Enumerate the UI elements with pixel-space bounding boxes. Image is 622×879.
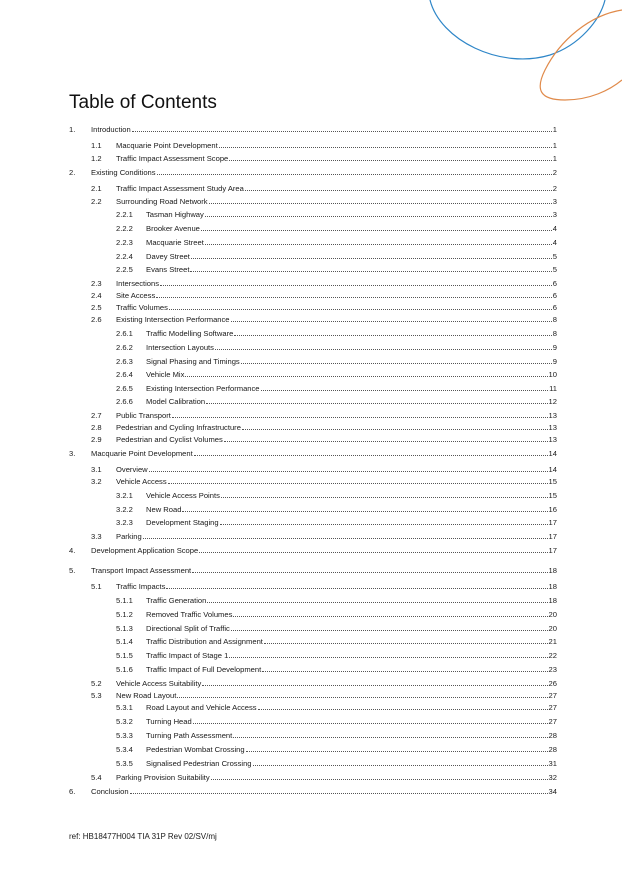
toc-dot-leader [261, 390, 549, 391]
toc-entry-title: New Road [146, 505, 182, 514]
toc-entry-number: 2.6.1 [116, 329, 133, 338]
toc-entry-number: 5.3.4 [116, 745, 133, 754]
toc-entry[interactable] [116, 370, 557, 380]
toc-entry-page: 6 [552, 279, 557, 288]
toc-dot-leader [258, 709, 548, 710]
toc-entry-title: Turning Path Assessment [146, 731, 233, 740]
toc-entry-title: Existing Intersection Performance [116, 315, 230, 324]
toc-entry-page: 9 [552, 343, 557, 352]
toc-entry-number: 2.2.1 [116, 210, 133, 219]
toc-entry-number: 2.2.5 [116, 265, 133, 274]
toc-entry[interactable] [91, 303, 557, 313]
toc-dot-leader [207, 602, 547, 603]
toc-entry-title: Macquarie Point Development [116, 141, 218, 150]
toc-dot-leader [220, 524, 548, 525]
toc-entry-number: 2.6.6 [116, 397, 133, 406]
toc-entry[interactable] [91, 279, 557, 289]
toc-dot-leader [182, 511, 547, 512]
toc-entry[interactable] [69, 449, 557, 459]
toc-entry-number: 3.2 [91, 477, 102, 486]
toc-entry-page: 15 [548, 491, 557, 500]
toc-entry-page: 20 [548, 610, 557, 619]
toc-dot-leader [221, 497, 548, 498]
toc-entry-number: 5.2 [91, 679, 102, 688]
toc-entry[interactable] [116, 745, 557, 755]
toc-dot-leader [132, 131, 552, 132]
toc-entry-page: 1 [552, 154, 557, 163]
toc-entry-page: 16 [548, 505, 557, 514]
toc-entry-number: 3. [69, 449, 76, 458]
toc-entry-title: Evans Street [146, 265, 190, 274]
toc-entry-number: 5.1.1 [116, 596, 133, 605]
toc-entry-title: Tasman Highway [146, 210, 204, 219]
toc-entry-title: New Road Layout [116, 691, 177, 700]
toc-entry-title: Existing Conditions [91, 168, 156, 177]
toc-entry-title: Traffic Generation [146, 596, 207, 605]
toc-entry[interactable] [116, 624, 557, 634]
toc-dot-leader [253, 765, 548, 766]
toc-dot-leader [233, 616, 547, 617]
page-title: Table of Contents [69, 92, 217, 113]
toc-entry-number: 2.6.4 [116, 370, 133, 379]
toc-entry-title: Macquarie Street [146, 238, 204, 247]
toc-entry-title: Traffic Distribution and Assignment [146, 637, 263, 646]
toc-entry-page: 32 [548, 773, 557, 782]
toc-entry-page: 20 [548, 624, 557, 633]
toc-entry[interactable] [116, 665, 557, 675]
toc-entry-title: Traffic Impacts [116, 582, 166, 591]
toc-entry[interactable] [116, 329, 557, 339]
toc-entry-page: 31 [548, 759, 557, 768]
toc-entry[interactable] [116, 717, 557, 727]
toc-entry[interactable] [91, 532, 557, 542]
toc-entry-page: 17 [548, 546, 557, 555]
toc-entry[interactable] [116, 518, 557, 528]
toc-entry-page: 18 [548, 566, 557, 575]
toc-dot-leader [234, 335, 551, 336]
toc-entry-page: 27 [548, 691, 557, 700]
toc-entry-title: Signalised Pedestrian Crossing [146, 759, 252, 768]
toc-entry[interactable] [116, 265, 557, 275]
toc-entry-number: 5.1.2 [116, 610, 133, 619]
toc-entry-title: Directional Split of Traffic [146, 624, 230, 633]
toc-entry-title: Intersection Layouts [146, 343, 214, 352]
toc-entry[interactable] [69, 168, 557, 178]
toc-entry[interactable] [91, 141, 557, 151]
toc-entry[interactable] [69, 125, 557, 135]
toc-entry[interactable] [69, 566, 557, 576]
toc-entry[interactable] [91, 773, 557, 783]
toc-entry-title: Intersections [116, 279, 160, 288]
toc-dot-leader [177, 697, 547, 698]
toc-entry-page: 28 [548, 731, 557, 740]
toc-entry-number: 5.1.6 [116, 665, 133, 674]
toc-entry-title: Removed Traffic Volumes [146, 610, 233, 619]
toc-entry[interactable] [116, 491, 557, 501]
toc-entry-page: 17 [548, 518, 557, 527]
toc-entry-number: 5.3.3 [116, 731, 133, 740]
toc-entry[interactable] [116, 651, 557, 661]
toc-dot-leader [206, 403, 547, 404]
toc-dot-leader [190, 271, 551, 272]
toc-dot-leader [199, 552, 547, 553]
toc-entry-page: 15 [548, 477, 557, 486]
toc-entry[interactable] [91, 423, 557, 433]
toc-entry-page: 13 [548, 435, 557, 444]
toc-entry-title: Pedestrian and Cyclist Volumes [116, 435, 223, 444]
toc-dot-leader [229, 657, 547, 658]
toc-dot-leader [201, 230, 552, 231]
toc-entry-page: 27 [548, 703, 557, 712]
toc-entry-number: 5.1.4 [116, 637, 133, 646]
toc-entry-page: 2 [552, 168, 557, 177]
toc-dot-leader [264, 643, 548, 644]
toc-entry[interactable] [116, 238, 557, 248]
toc-dot-leader [192, 572, 547, 573]
toc-entry-title: Vehicle Access Suitability [116, 679, 202, 688]
toc-entry[interactable] [116, 759, 557, 769]
toc-entry-title: Model Calibration [146, 397, 206, 406]
document-reference: ref: HB18477H004 TIA 31P Rev 02/SV/mj [69, 832, 217, 841]
toc-entry-number: 5.3 [91, 691, 102, 700]
toc-entry-number: 1.2 [91, 154, 102, 163]
toc-entry-number: 3.2.2 [116, 505, 133, 514]
toc-entry-page: 28 [548, 745, 557, 754]
toc-entry-number: 2.6.3 [116, 357, 133, 366]
toc-entry-page: 18 [548, 582, 557, 591]
toc-dot-leader [130, 793, 548, 794]
toc-entry-title: Pedestrian and Cycling Infrastructure [116, 423, 241, 432]
toc-entry-page: 1 [552, 125, 557, 134]
toc-entry[interactable] [116, 224, 557, 234]
toc-entry-number: 1.1 [91, 141, 102, 150]
toc-dot-leader [245, 190, 552, 191]
toc-entry[interactable] [116, 731, 557, 741]
toc-entry-page: 5 [552, 265, 557, 274]
toc-entry-page: 18 [548, 596, 557, 605]
toc-dot-leader [194, 455, 548, 456]
toc-entry-number: 5.1 [91, 582, 102, 591]
toc-dot-leader [185, 376, 547, 377]
toc-dot-leader [172, 417, 548, 418]
toc-entry-number: 3.2.3 [116, 518, 133, 527]
toc-entry[interactable] [91, 582, 557, 592]
toc-entry-title: Traffic Impact of Stage 1 [146, 651, 229, 660]
toc-dot-leader [205, 216, 552, 217]
toc-dot-leader [202, 685, 547, 686]
toc-dot-leader [224, 441, 548, 442]
toc-entry-page: 8 [552, 329, 557, 338]
toc-entry-page: 8 [552, 315, 557, 324]
toc-dot-leader [193, 723, 548, 724]
toc-entry-title: Vehicle Access [116, 477, 167, 486]
toc-entry-page: 17 [548, 532, 557, 541]
toc-entry-number: 5.3.1 [116, 703, 133, 712]
toc-entry-number: 5.1.3 [116, 624, 133, 633]
toc-entry[interactable] [91, 679, 557, 689]
toc-entry-title: Traffic Impact of Full Development [146, 665, 262, 674]
toc-dot-leader [205, 244, 552, 245]
toc-entry-page: 5 [552, 252, 557, 261]
toc-entry-title: Transport Impact Assessment [91, 566, 192, 575]
toc-entry-number: 5.3.5 [116, 759, 133, 768]
toc-entry-title: Traffic Modelling Software [146, 329, 234, 338]
toc-entry[interactable] [116, 397, 557, 407]
toc-entry[interactable] [116, 384, 557, 394]
toc-entry-title: Conclusion [91, 787, 129, 796]
toc-entry[interactable] [116, 210, 557, 220]
toc-entry-number: 2.6.2 [116, 343, 133, 352]
toc-entry-number: 2.6.5 [116, 384, 133, 393]
toc-entry[interactable] [116, 252, 557, 262]
toc-entry-title: Pedestrian Wombat Crossing [146, 745, 245, 754]
toc-entry-number: 2.2.2 [116, 224, 133, 233]
toc-entry-page: 13 [548, 411, 557, 420]
toc-entry[interactable] [91, 465, 557, 475]
toc-entry[interactable] [91, 411, 557, 421]
toc-dot-leader [231, 321, 552, 322]
toc-dot-leader [169, 309, 552, 310]
toc-entry[interactable] [116, 343, 557, 353]
toc-entry-title: Brooker Avenue [146, 224, 200, 233]
toc-entry-page: 3 [552, 210, 557, 219]
toc-entry-page: 4 [552, 238, 557, 247]
toc-entry-number: 2.1 [91, 184, 102, 193]
toc-entry-page: 13 [548, 423, 557, 432]
toc-entry-number: 3.1 [91, 465, 102, 474]
toc-entry-number: 2.4 [91, 291, 102, 300]
toc-entry-title: Development Staging [146, 518, 219, 527]
toc-entry-title: Turning Head [146, 717, 192, 726]
toc-dot-leader [246, 751, 548, 752]
toc-dot-leader [215, 349, 552, 350]
toc-dot-leader [262, 671, 547, 672]
toc-entry-title: Traffic Volumes [116, 303, 168, 312]
toc-entry[interactable] [91, 691, 557, 701]
toc-entry-title: Site Access [116, 291, 156, 300]
toc-entry-title: Development Application Scope [91, 546, 199, 555]
toc-entry[interactable] [116, 703, 557, 713]
toc-dot-leader [157, 174, 552, 175]
toc-entry-page: 34 [548, 787, 557, 796]
toc-entry-page: 14 [548, 465, 557, 474]
toc-entry-title: Vehicle Access Points [146, 491, 220, 500]
toc-entry-title: Vehicle Mix [146, 370, 185, 379]
toc-dot-leader [242, 429, 548, 430]
toc-dot-leader [149, 471, 548, 472]
toc-dot-leader [166, 588, 547, 589]
toc-entry-page: 10 [548, 370, 557, 379]
toc-entry-title: Davey Street [146, 252, 190, 261]
toc-entry[interactable] [91, 197, 557, 207]
toc-entry[interactable] [91, 154, 557, 164]
toc-entry[interactable] [91, 184, 557, 194]
toc-entry-title: Traffic Impact Assessment Scope [116, 154, 229, 163]
toc-entry-page: 2 [552, 184, 557, 193]
toc-entry[interactable] [116, 610, 557, 620]
toc-entry-number: 1. [69, 125, 76, 134]
toc-entry-page: 9 [552, 357, 557, 366]
toc-entry-number: 2.7 [91, 411, 102, 420]
toc-dot-leader [168, 483, 548, 484]
toc-entry-page: 4 [552, 224, 557, 233]
toc-entry[interactable] [69, 787, 557, 797]
toc-entry-number: 4. [69, 546, 76, 555]
toc-entry-number: 3.2.1 [116, 491, 133, 500]
toc-entry-page: 23 [548, 665, 557, 674]
toc-dot-leader [231, 630, 548, 631]
toc-entry-title: Parking Provision Suitability [116, 773, 210, 782]
toc-entry-title: Traffic Impact Assessment Study Area [116, 184, 244, 193]
toc-entry-page: 6 [552, 291, 557, 300]
toc-entry-page: 6 [552, 303, 557, 312]
toc-dot-leader [209, 203, 552, 204]
toc-entry-title: Parking [116, 532, 142, 541]
toc-entry-number: 2.6 [91, 315, 102, 324]
toc-entry-number: 2.2.4 [116, 252, 133, 261]
toc-entry[interactable] [116, 637, 557, 647]
toc-entry-title: Surrounding Road Network [116, 197, 208, 206]
toc-dot-leader [160, 285, 552, 286]
toc-entry-page: 21 [548, 637, 557, 646]
toc-entry-number: 2.5 [91, 303, 102, 312]
toc-entry-page: 1 [552, 141, 557, 150]
toc-entry[interactable] [91, 291, 557, 301]
toc-entry-page: 26 [548, 679, 557, 688]
toc-entry-number: 2.3 [91, 279, 102, 288]
toc-entry-page: 14 [548, 449, 557, 458]
toc-entry[interactable] [69, 546, 557, 556]
toc-entry[interactable] [116, 596, 557, 606]
toc-entry-number: 2.8 [91, 423, 102, 432]
toc-entry[interactable] [116, 505, 557, 515]
toc-entry-page: 11 [549, 384, 557, 393]
toc-entry-title: Existing Intersection Performance [146, 384, 260, 393]
toc-dot-leader [233, 737, 547, 738]
toc-entry-title: Road Layout and Vehicle Access [146, 703, 257, 712]
toc-entry-number: 5.4 [91, 773, 102, 782]
toc-entry-page: 12 [548, 397, 557, 406]
toc-entry-title: Overview [116, 465, 148, 474]
toc-entry-number: 6. [69, 787, 76, 796]
toc-entry-number: 2.2 [91, 197, 102, 206]
toc-entry-number: 2. [69, 168, 76, 177]
toc-entry[interactable] [91, 315, 557, 325]
toc-dot-leader [156, 297, 552, 298]
toc-entry-title: Public Transport [116, 411, 171, 420]
toc-entry-number: 2.9 [91, 435, 102, 444]
toc-entry-number: 3.3 [91, 532, 102, 541]
toc-entry-page: 27 [548, 717, 557, 726]
toc-entry-title: Introduction [91, 125, 131, 134]
toc-entry[interactable] [91, 477, 557, 487]
toc-dot-leader [229, 160, 552, 161]
toc-entry-number: 5. [69, 566, 76, 575]
toc-entry-page: 3 [552, 197, 557, 206]
toc-entry-number: 5.1.5 [116, 651, 133, 660]
toc-entry-page: 22 [548, 651, 557, 660]
toc-entry-number: 5.3.2 [116, 717, 133, 726]
toc-entry-title: Macquarie Point Development [91, 449, 193, 458]
decorative-orange-arc [540, 10, 622, 100]
toc-entry-number: 2.2.3 [116, 238, 133, 247]
toc-dot-leader [191, 258, 552, 259]
toc-dot-leader [219, 147, 552, 148]
toc-entry[interactable] [116, 357, 557, 367]
toc-dot-leader [241, 363, 552, 364]
toc-entry-title: Signal Phasing and Timings [146, 357, 240, 366]
toc-dot-leader [143, 538, 548, 539]
toc-entry[interactable] [91, 435, 557, 445]
toc-dot-leader [211, 779, 548, 780]
